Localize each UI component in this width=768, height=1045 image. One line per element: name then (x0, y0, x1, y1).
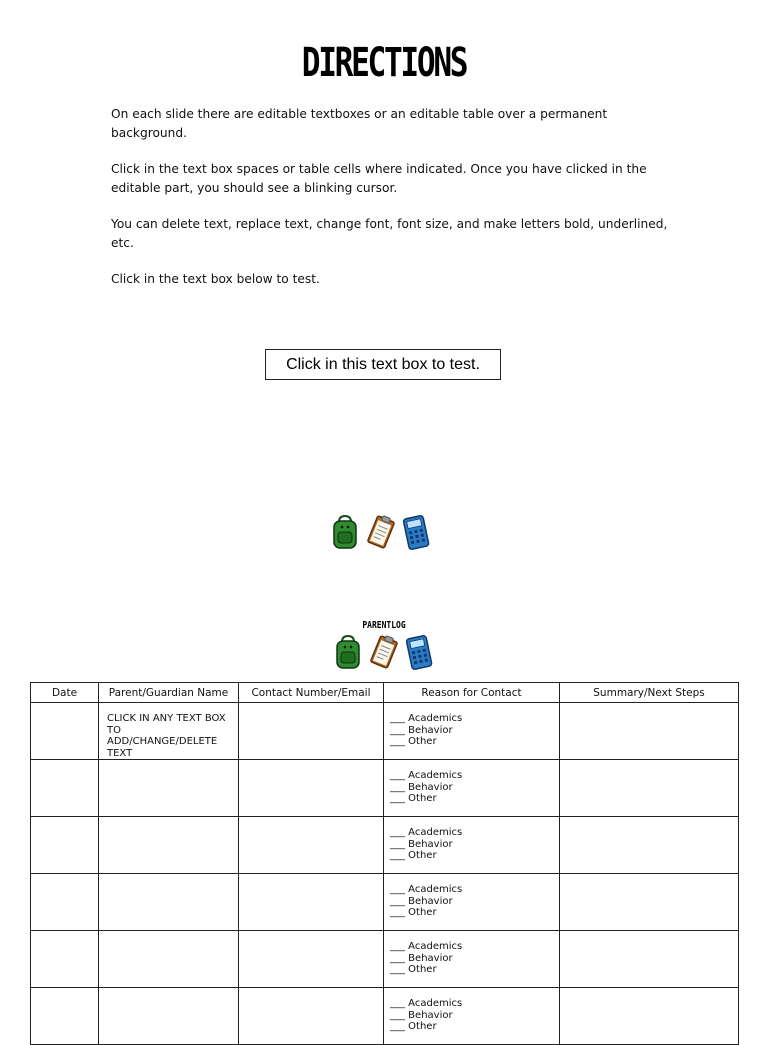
test-text-box[interactable]: Click in this text box to test. (265, 349, 501, 380)
reason-academics: ___ Academics (390, 941, 463, 952)
reason-behavior: ___ Behavior (390, 1009, 453, 1021)
reason-other: ___ Other (390, 907, 437, 918)
reason-academics: ___ Academics (390, 713, 463, 724)
reason-other: ___ Other (390, 793, 437, 804)
date-cell[interactable] (31, 817, 99, 874)
direction-paragraph: Click in the text box spaces or table cells where indicated. Once you have clicked in the editable part, you should see a blinking cursor. (111, 162, 647, 195)
name-cell-text: CLICK IN ANY TEXT BOX TO ADD/CHANGE/DELETE TEXT (107, 713, 226, 759)
table-row (31, 931, 739, 988)
table-row (31, 703, 739, 760)
reason-academics: ___ Academics (390, 827, 463, 838)
reason-behavior: ___ Behavior (390, 895, 453, 907)
backpack-icon (333, 634, 363, 670)
summary-cell[interactable] (560, 931, 739, 988)
page-title: DIRECTIONS (301, 40, 467, 86)
reason-academics: ___ Academics (390, 998, 463, 1009)
parent-log-table (30, 682, 739, 1045)
reason-academics: ___ Academics (390, 884, 463, 895)
reason-academics: ___ Academics (390, 770, 463, 781)
table-row (31, 817, 739, 874)
name-cell[interactable] (99, 703, 239, 760)
contact-cell[interactable] (239, 703, 384, 760)
reason-behavior: ___ Behavior (390, 781, 453, 793)
school-icons (330, 514, 430, 550)
reason-cell[interactable] (384, 874, 560, 931)
direction-paragraph: You can delete text, replace text, change font, font size, and make letters bold, underlined, etc. (111, 217, 668, 250)
date-cell[interactable] (31, 874, 99, 931)
table-row (31, 760, 739, 817)
table-row (31, 874, 739, 931)
reason-cell[interactable] (384, 988, 560, 1045)
reason-cell[interactable] (384, 703, 560, 760)
header-contact: Contact Number/Email (239, 683, 384, 703)
calculator-icon (405, 634, 433, 670)
summary-cell[interactable] (560, 760, 739, 817)
header-parent-name: Parent/Guardian Name (99, 683, 239, 703)
contact-cell[interactable] (239, 931, 384, 988)
name-cell[interactable] (99, 874, 239, 931)
table-row (31, 988, 739, 1045)
direction-paragraph: Click in the text box below to test. (111, 272, 320, 286)
reason-cell[interactable] (384, 931, 560, 988)
date-cell[interactable] (31, 931, 99, 988)
summary-cell[interactable] (560, 874, 739, 931)
directions-text (111, 105, 671, 307)
header-date: Date (31, 683, 99, 703)
reason-behavior: ___ Behavior (390, 952, 453, 964)
reason-other: ___ Other (390, 964, 437, 975)
date-cell[interactable] (31, 988, 99, 1045)
name-cell[interactable] (99, 817, 239, 874)
header-summary: Summary/Next Steps (560, 683, 739, 703)
reason-other: ___ Other (390, 736, 437, 747)
summary-cell[interactable] (560, 988, 739, 1045)
reason-cell[interactable] (384, 817, 560, 874)
name-cell[interactable] (99, 988, 239, 1045)
date-cell[interactable] (31, 703, 99, 760)
summary-cell[interactable] (560, 703, 739, 760)
contact-cell[interactable] (239, 874, 384, 931)
reason-other: ___ Other (390, 1021, 437, 1032)
contact-cell[interactable] (239, 817, 384, 874)
reason-cell[interactable] (384, 760, 560, 817)
header-reason: Reason for Contact (384, 683, 560, 703)
clipboard-icon (367, 634, 401, 670)
name-cell[interactable] (99, 931, 239, 988)
summary-cell[interactable] (560, 817, 739, 874)
name-cell[interactable] (99, 760, 239, 817)
contact-cell[interactable] (239, 760, 384, 817)
school-icons (333, 634, 433, 670)
date-cell[interactable] (31, 760, 99, 817)
contact-cell[interactable] (239, 988, 384, 1045)
table-header-row (31, 683, 739, 703)
clipboard-icon (364, 514, 398, 550)
reason-behavior: ___ Behavior (390, 724, 453, 736)
direction-paragraph: On each slide there are editable textboxes or an editable table over a permanent background. (111, 107, 608, 140)
log-title: PARENTLOG (362, 620, 406, 631)
reason-other: ___ Other (390, 850, 437, 861)
calculator-icon (402, 514, 430, 550)
backpack-icon (330, 514, 360, 550)
reason-behavior: ___ Behavior (390, 838, 453, 850)
